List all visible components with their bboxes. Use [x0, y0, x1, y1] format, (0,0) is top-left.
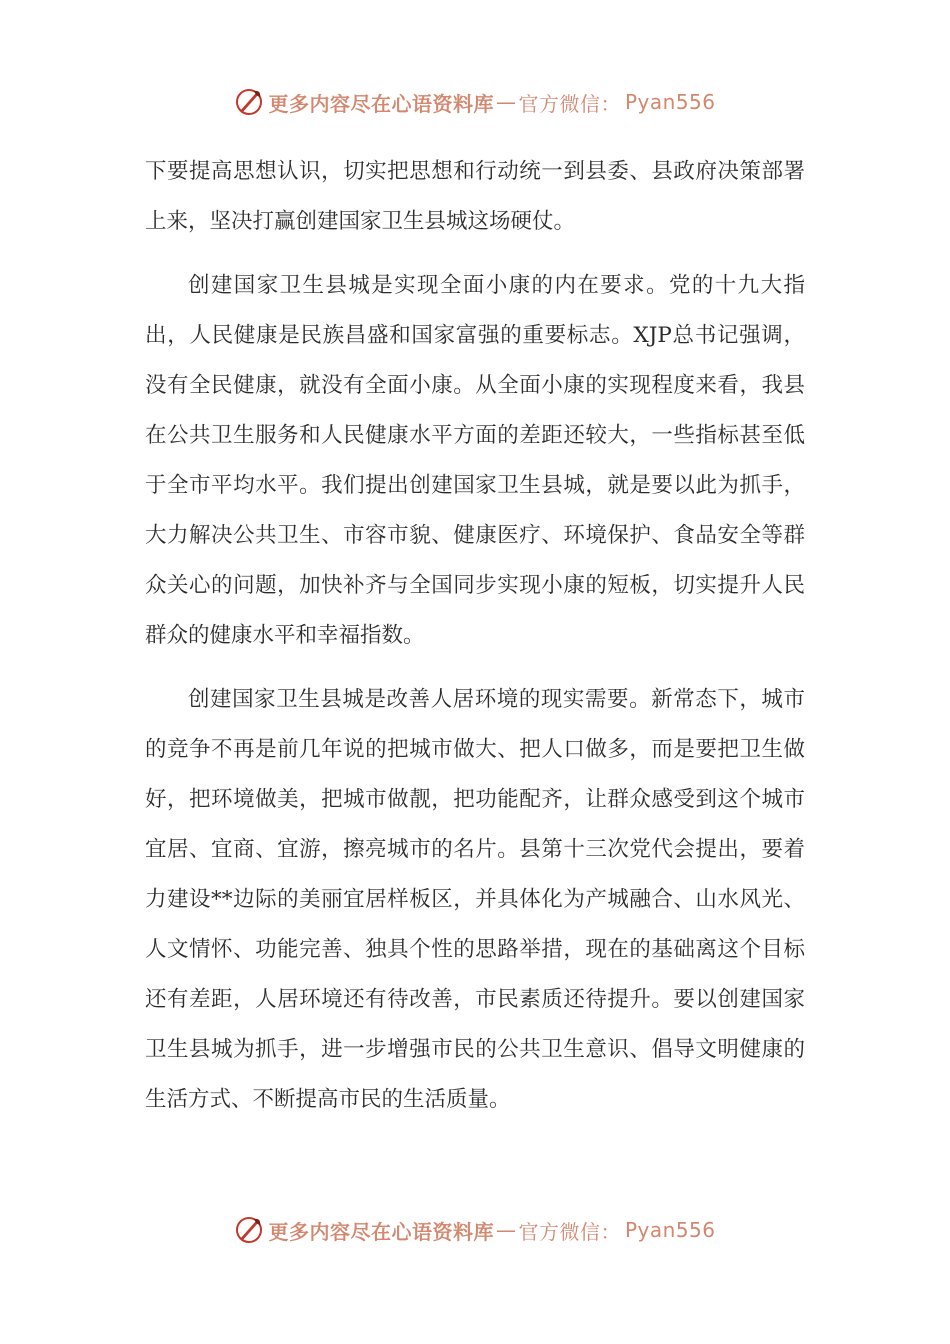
banner-dash: — — [495, 1218, 517, 1242]
banner-brand-text: 更多内容尽在心语资料库 — [268, 1219, 494, 1244]
banner-label: 官方微信： — [518, 91, 621, 116]
footer-watermark-banner — [0, 1210, 950, 1250]
quill-logo-icon — [234, 1215, 264, 1245]
banner-wechat-handle: Pyan556 — [624, 1218, 716, 1242]
paragraph-xiaokang: 创建国家卫生县城是实现全面小康的内在要求。党的十九大指出，人民健康是民族昌盛和国家富强的重要标志。XJP总书记强调，没有全民健康，就没有全面小康。从全面小康的实现程度来看，我县在公共卫生服务和人民健康水平方面的差距还较大，一些指标甚至低于全市平均水平。我们提出创建国家卫生县城，就是要以此为抓手，大力解决公共卫生、市容市貌、健康医疗、环境保护、食品安全等群众关心的问题，加快补齐与全国同步实现小康的短板，切实提升人民群众的健康水平和幸福指数。 — [145, 273, 805, 648]
banner-wechat-handle: Pyan556 — [624, 90, 716, 114]
header-watermark-banner — [0, 82, 950, 122]
banner-label: 官方微信： — [518, 1219, 621, 1244]
banner-brand-text: 更多内容尽在心语资料库 — [268, 91, 494, 116]
paragraph-continuation: 下要提高思想认识，切实把思想和行动统一到县委、县政府决策部署上来，坚决打赢创建国家卫生县城这场硬仗。 — [145, 159, 805, 234]
quill-logo-icon — [234, 87, 264, 117]
banner-dash: — — [495, 90, 517, 114]
document-body — [145, 147, 805, 1125]
paragraph-living-environment: 创建国家卫生县城是改善人居环境的现实需要。新常态下，城市的竞争不再是前几年说的把城市做大、把人口做多，而是要把卫生做好，把环境做美，把城市做靓，把功能配齐，让群众感受到这个城市宜居、宜商、宜游，擦亮城市的名片。县第十三次党代会提出，要着力建设**边际的美丽宜居样板区，并具体化为产城融合、山水风光、人文情怀、功能完善、独具个性的思路举措，现在的基础离这个目标还有差距，人居环境还有待改善，市民素质还待提升。要以创建国家卫生县城为抓手，进一步增强市民的公共卫生意识、倡导文明健康的生活方式、不断提高市民的生活质量。 — [145, 687, 805, 1112]
